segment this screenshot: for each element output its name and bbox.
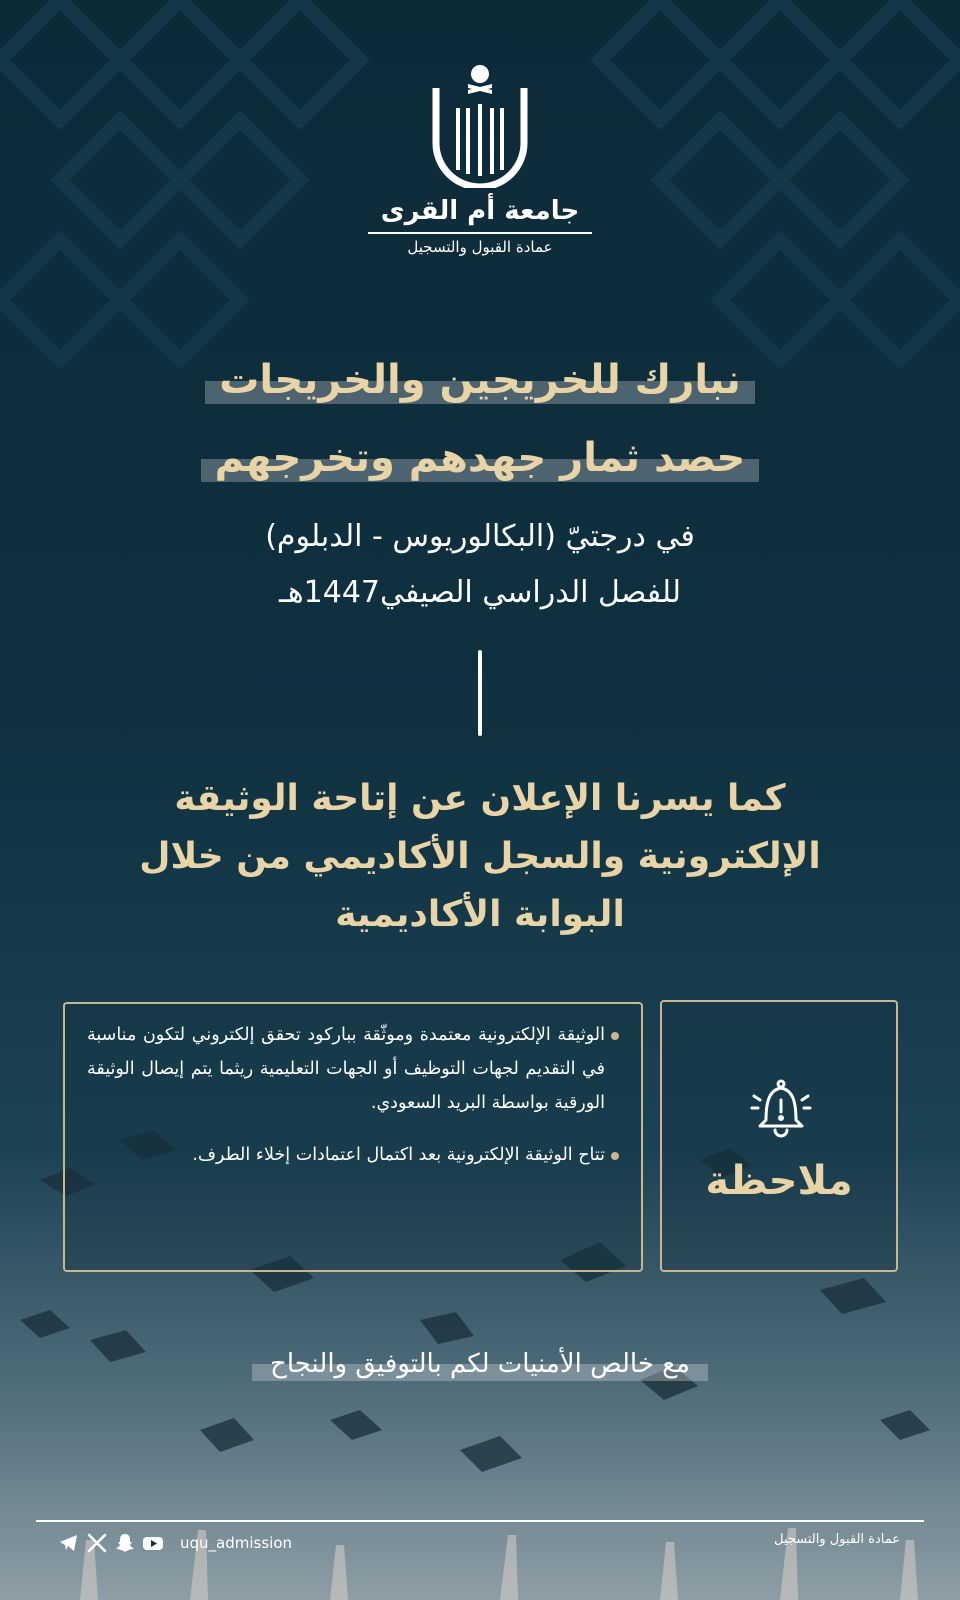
snapchat-icon[interactable]	[114, 1532, 136, 1554]
semester-line: للفصل الدراسي الصيفي1447هـ	[279, 575, 681, 610]
note-item-2: تتاح الوثيقة الإلكترونية بعد اكتمال اعتمادات إخلاء الطرف.	[87, 1138, 619, 1172]
headline-line-2: حصد ثمار جهدهم وتخرجهم	[100, 428, 860, 488]
footer-divider	[36, 1520, 924, 1522]
telegram-icon[interactable]	[58, 1532, 80, 1554]
note-label-box	[660, 1000, 898, 1272]
announcement-line-3: البوابة الأكاديمية	[335, 894, 625, 935]
announcement-line-2: الإلكترونية والسجل الأكاديمي من خلال	[139, 836, 821, 877]
bell-alert-icon	[744, 1070, 818, 1144]
headline-line-1: نبارك للخريجين والخريجات	[100, 350, 860, 410]
closing-wishes: مع خالص الأمنيات لكم بالتوفيق والنجاح	[200, 1344, 760, 1384]
vertical-divider	[478, 650, 482, 736]
university-name: جامعة أم القرى	[380, 196, 580, 226]
university-logo-icon	[430, 48, 530, 188]
department-name: عمادة القبول والتسجيل	[407, 238, 553, 256]
note-label: ملاحظة	[705, 1158, 853, 1204]
social-links	[58, 1528, 292, 1558]
notes-box	[63, 1002, 643, 1272]
announcement	[70, 770, 890, 944]
social-handle[interactable]: uqu_admission	[180, 1534, 293, 1552]
note-item-1: الوثيقة الإلكترونية معتمدة وموثّقة بباركود تحقق إلكتروني لتكون مناسبة في التقديم لجهات التوظيف أو الجهات التعليمية ريثما يتم إيصال الوثيقة الورقية بواسطة البريد السعودي.	[87, 1018, 619, 1120]
youtube-icon[interactable]	[142, 1532, 164, 1554]
degree-line: في درجتيّ (البكالوريوس - الدبلوم)	[265, 519, 695, 554]
announcement-line-1: كما يسرنا الإعلان عن إتاحة الوثيقة	[174, 778, 786, 819]
brand-divider	[368, 232, 592, 234]
footer-department: عمادة القبول والتسجيل	[774, 1532, 900, 1547]
x-icon[interactable]	[86, 1532, 108, 1554]
